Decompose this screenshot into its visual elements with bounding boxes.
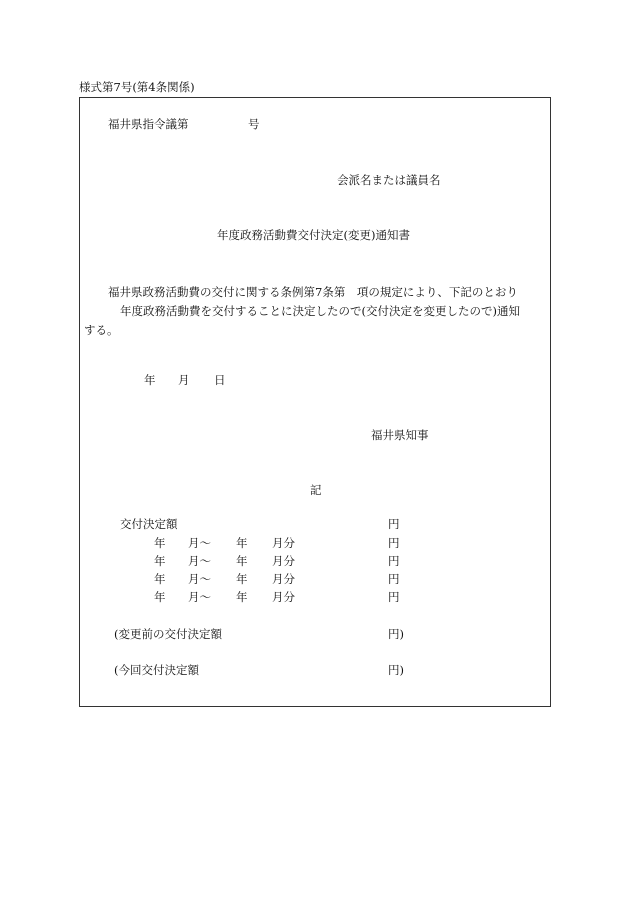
amount-yen: 円 [388, 517, 400, 531]
form-label: 様式第7号(第4条関係) [79, 80, 195, 94]
period-start-year: 年 [154, 536, 166, 550]
period-yen: 円 [388, 590, 400, 604]
date-month: 月 [178, 373, 190, 387]
body-line-3: する。 [84, 323, 119, 337]
period-end-month: 月分 [272, 536, 295, 550]
period-start-year: 年 [154, 572, 166, 586]
ki-heading: 記 [310, 483, 322, 497]
document-title: 年度政務活動費交付決定(変更)通知書 [217, 228, 410, 242]
period-end-year: 年 [236, 554, 248, 568]
period-yen: 円 [388, 554, 400, 568]
document-number-prefix: 福井県指令議第 [108, 117, 189, 131]
recipient: 会派名または議員名 [337, 173, 441, 187]
before-change-yen: 円) [388, 627, 404, 641]
period-start-month: 月〜 [188, 572, 211, 586]
period-yen: 円 [388, 572, 400, 586]
before-change-label: (変更前の交付決定額 [114, 627, 222, 641]
period-start-year: 年 [154, 554, 166, 568]
period-end-month: 月分 [272, 554, 295, 568]
period-end-year: 年 [236, 590, 248, 604]
period-start-month: 月〜 [188, 536, 211, 550]
period-start-month: 月〜 [188, 590, 211, 604]
date-year: 年 [144, 373, 156, 387]
current-yen: 円) [388, 663, 404, 677]
body-line-2: 年度政務活動費を交付することに決定したので(交付決定を変更したので)通知 [120, 304, 520, 318]
body-text [84, 283, 542, 340]
period-yen: 円 [388, 536, 400, 550]
document-frame [79, 97, 551, 707]
period-end-year: 年 [236, 536, 248, 550]
date-day: 日 [214, 373, 226, 387]
current-label: (今回交付決定額 [114, 663, 199, 677]
amount-label: 交付決定額 [120, 517, 178, 531]
period-end-year: 年 [236, 572, 248, 586]
period-end-month: 月分 [272, 590, 295, 604]
body-line-1: 福井県政務活動費の交付に関する条例第7条第 項の規定により、下記のとおり [108, 285, 518, 299]
issuer: 福井県知事 [371, 428, 429, 442]
period-start-year: 年 [154, 590, 166, 604]
period-end-month: 月分 [272, 572, 295, 586]
period-start-month: 月〜 [188, 554, 211, 568]
document-number-suffix: 号 [248, 117, 260, 131]
